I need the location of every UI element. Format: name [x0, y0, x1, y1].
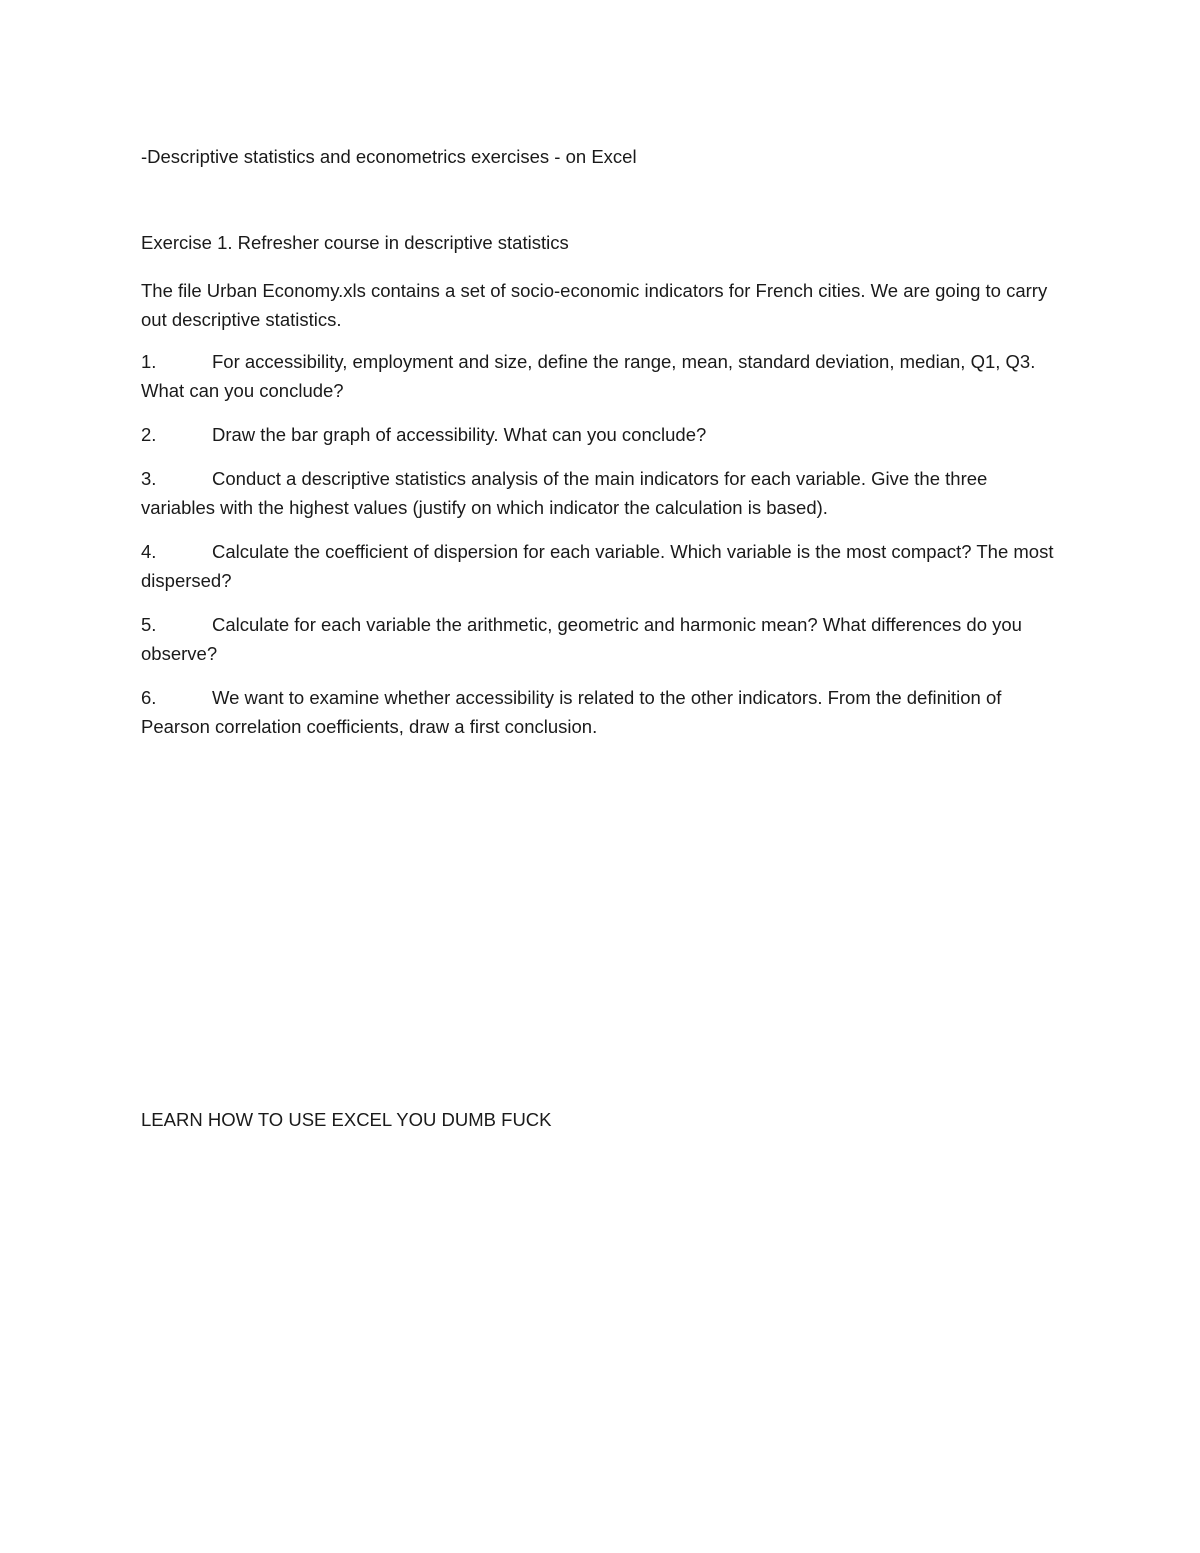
question-number: 1. — [141, 351, 157, 372]
question-item — [141, 683, 1061, 741]
question-text: We want to examine whether accessibility is related to the other indicators. From the definition of Pearson correlation coefficients, draw a first conclusion. — [141, 687, 1002, 737]
closing-remark: LEARN HOW TO USE EXCEL YOU DUMB FUCK — [141, 1109, 552, 1130]
question-number: 2. — [141, 424, 157, 445]
question-text: For accessibility, employment and size, define the range, mean, standard deviation, median, Q1, Q3. What can you conclude? — [141, 351, 1036, 401]
question-item — [141, 610, 1061, 668]
intro-paragraph: The file Urban Economy.xls contains a set of socio-economic indicators for French cities. We are going to carry out descriptive statistics. — [141, 280, 1048, 330]
question-number: 5. — [141, 614, 157, 635]
question-number: 3. — [141, 468, 157, 489]
question-text: Calculate the coefficient of dispersion for each variable. Which variable is the most compact? The most dispersed? — [141, 541, 1054, 591]
exercise-heading: Exercise 1. Refresher course in descriptive statistics — [141, 232, 569, 253]
question-item — [141, 347, 1061, 405]
question-text: Conduct a descriptive statistics analysis of the main indicators for each variable. Give the three variables with the highest values (justify on which indicator the calculation is based). — [141, 468, 988, 518]
question-item — [141, 420, 1061, 449]
question-item — [141, 537, 1061, 595]
question-item — [141, 464, 1061, 522]
question-text: Calculate for each variable the arithmetic, geometric and harmonic mean? What differences do you observe? — [141, 614, 1022, 664]
document-title: -Descriptive statistics and econometrics exercises - on Excel — [141, 146, 637, 167]
question-number: 4. — [141, 541, 157, 562]
question-text: Draw the bar graph of accessibility. What can you conclude? — [212, 424, 707, 445]
question-number: 6. — [141, 687, 157, 708]
question-list — [141, 347, 1061, 756]
